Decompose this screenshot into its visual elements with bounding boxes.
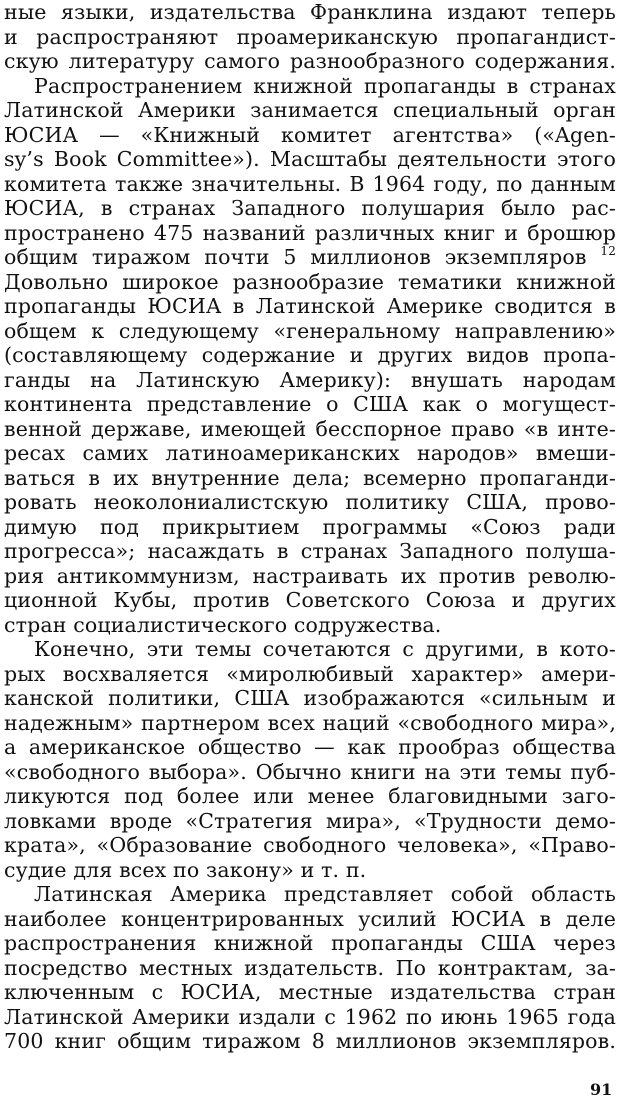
text-line: «свободного выбора». Обычно книги на эти темы пуб- [4,759,616,784]
text-line: ловками вроде «Стратегия мира», «Трудности демо- [4,808,616,833]
text-line: ликуются под более или менее благовидными заго- [4,784,616,808]
text-line: рых восхваляется «миролюбивый характер» амери- [4,661,616,686]
text-line: рия антикоммунизм, настраивать их против револю- [4,563,616,588]
text-line: ЮСИА — «Книжный комитет агентства» («Agen- [4,122,616,147]
page-number: 91 [590,1080,613,1099]
text-line: Латинской Америки издали с 1962 по июнь 1965 года [4,1004,616,1029]
footnote-reference: 12 [600,244,616,258]
text-line: sy’s Book Committee»). Масштабы деятельности этого [4,147,616,171]
text-line: комитета также значительны. В 1964 году, по данным [4,171,616,196]
body-text [4,0,616,1054]
text-line: скую литературу самого разнообразного содержания. [4,49,616,73]
paragraph-end-line: стран социалистического содружества. [4,612,442,637]
text-line: ключенным с ЮСИА, местные издательства стран [4,980,616,1004]
paragraph-end-line: судие для всех по закону» и т. п. [4,857,367,882]
text-line-with-footnote [4,245,616,270]
text-line: венной державе, имеющей бесспорное право «в инте- [4,416,616,441]
text-line: ЮСИА, в странах Западного полушария было рас- [4,196,616,220]
text-line: димую под прикрытием программы «Союз ради [4,514,616,539]
text-line: и распространяют проамериканскую пропагандист- [4,24,616,49]
paragraph-start-line: Распространением книжной пропаганды в странах [34,73,616,98]
text-line: ровать неоколониалистскую политику США, прово- [4,490,616,514]
paragraph-start-line: Латинская Америка представляет собой область [34,882,616,906]
text-line: 700 книг общим тиражом 8 миллионов экземпляров. [4,1029,616,1053]
text-line: пространено 475 названий различных книг и брошюр [4,220,616,245]
text-line: ганды на Латинскую Америку): внушать народам [4,367,616,392]
text-line: общем к следующему «генеральному направлению» [4,318,616,343]
text-line: ные языки, издательства Франклина издают теперь [4,0,616,24]
paragraph-start-line: Конечно, эти темы сочетаются с другими, в кото- [34,637,616,661]
text-line: распространения книжной пропаганды США через [4,931,616,955]
text-line: Латинской Америки занимается специальный орган [4,98,616,122]
text-line: ресах самих латиноамериканских народов» вмеши- [4,441,616,465]
text-line: прогресса»; насаждать в странах Западного полуша- [4,539,616,563]
text-line: а американское общество — как прообраз общества [4,735,616,759]
text-line: (составляющему содержание и других видов пропа- [4,343,616,367]
text-line: крата», «Образование свободного человека», «Право- [4,833,616,857]
text-line: континента представление о США как о могущест- [4,392,616,416]
text-line: надежным» партнером всех наций «свободного мира», [4,710,616,735]
text-line: посредство местных издательств. По контрактам, за- [4,955,616,980]
text-line: ционной Кубы, против Советского Союза и других [4,588,616,612]
text-line-content: общим тиражом почти 5 миллионов экземпляров [4,245,587,269]
text-line: Довольно широкое разнообразие тематики книжной [4,269,616,294]
text-line: наиболее концентрированных усилий ЮСИА в деле [4,906,616,931]
text-line: канской политики, США изображаются «сильным и [4,686,616,710]
text-line: пропаганды ЮСИА в Латинской Америке сводится в [4,294,616,318]
text-line: ваться в их внутренние дела; всемерно пропаганди- [4,465,616,490]
